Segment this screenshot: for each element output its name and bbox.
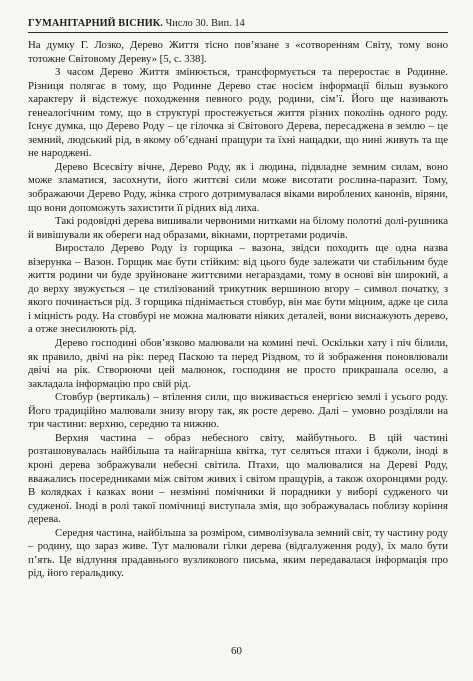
page-number: 60 — [231, 645, 242, 657]
paragraph: Дерево господині обов’язково малювали на комині печі. Оскільки хату і піч білили, як правило, двічі на рік: перед Паскою та перед Різдвом, то й зображення поновлювали двічі на рік. Створюючи цей малюнок, господиня не просто прикрашала оселю, а закладала інформацію про свій рід. — [28, 337, 448, 390]
body-text — [28, 39, 448, 581]
paragraph: Виростало Дерево Роду із горщика – вазона, звідси походить ще одна назва візерунка – Вазон. Горщик має бути стійким: від цього буде залежати чи стабільним буде життя родини чи буде зруйноване життєвими негараздами, тому в основі він широкий, а до верху звужується – це стилізований трикутник вершиною вгору – символ початку, з якого починається рід. З горщика піднімається стовбур, він має бути міцним, адже це сила і міцність роду. На стовбурі не можна малювати ніяких деталей, вони виснажують дерево, а отже знесилюють рід. — [28, 242, 448, 336]
paragraph: Такі родовідні дерева вишивали червоними нитками на білому полотні долі-рушника й вивішували як обереги над образами, вікнами, портретами родичів. — [28, 215, 448, 241]
journal-title: ГУМАНІТАРНИЙ ВІСНИК. — [28, 18, 163, 29]
paragraph: Верхня частина – образ небесного світу, майбутнього. В цій частині розташовувалась найбільша та найгарніша квітка, тут селяться птахи і бджоли, іноді в кроні дерева зображували небесні світила. Птахи, що малювалися на Дереві Роду, вважались посередниками між світом живих і світом пращурів, а також охоронцями роду. В колядках і казках вони – незмінні помічники й порадники у виборі судженого чи судженої. Іноді в ролі такої помічниці виступала змія, що зображувалась поблизу коріння дерева. — [28, 431, 448, 526]
paragraph: На думку Г. Лозко, Дерево Життя тісно пов’язане з «сотворенням Світу, тому воно тотожне Світовому Дереву» [5, с. 338]. — [28, 39, 448, 65]
header-divider — [28, 32, 448, 33]
issue-info: Число 30. Вип. 14 — [165, 18, 245, 29]
paragraph: Стовбур (вертикаль) – втілення сили, що виживається енергією землі і усього роду. Його традиційно малювали знизу вгору так, як росте дерево. Далі – умовно розділяли на три частини: верхню, середню та нижню. — [28, 391, 448, 431]
paragraph: Дерево Всесвіту вічне, Дерево Роду, як і людина, підвладне земним силам, воно може зламатися, засохнути, його життєві сили може висотати рослина-паразит. Тому, зображаючи Дерево Роду, жінка строго дотримувалася віками вироблених канонів, віряни, що вони допоможуть захистити її рідних від лиха. — [28, 160, 448, 214]
paragraph: З часом Дерево Життя змінюється, трансформується та переростає в Родинне. Різниця полягає в тому, що Родинне Дерево стає носієм інформації більш вузького характеру й відстежує походження певного роду, родини, сім’ї. Його ще називають генеалогічним тому, що в структурі простежується життя різних поколінь одного роду. Існує думка, що Дерево Роду – це гілочка зі Світового Дерева, пересаджена в землю – це земний, людський рід, в якому об’єднані пращури та їхні нащадки, що нині живуть та ще не народжені. — [28, 66, 448, 160]
paragraph: Середня частина, найбільша за розміром, символізувала земний світ, ту частину роду – родину, що зараз живе. Тут малювали гілки дерева (відгалуження роду), їх мало бути п’ять. Це відлуння прадавнього вузликового письма, яким передавалася інформація про рід, його геральдику. — [28, 526, 448, 580]
running-header — [28, 18, 448, 29]
